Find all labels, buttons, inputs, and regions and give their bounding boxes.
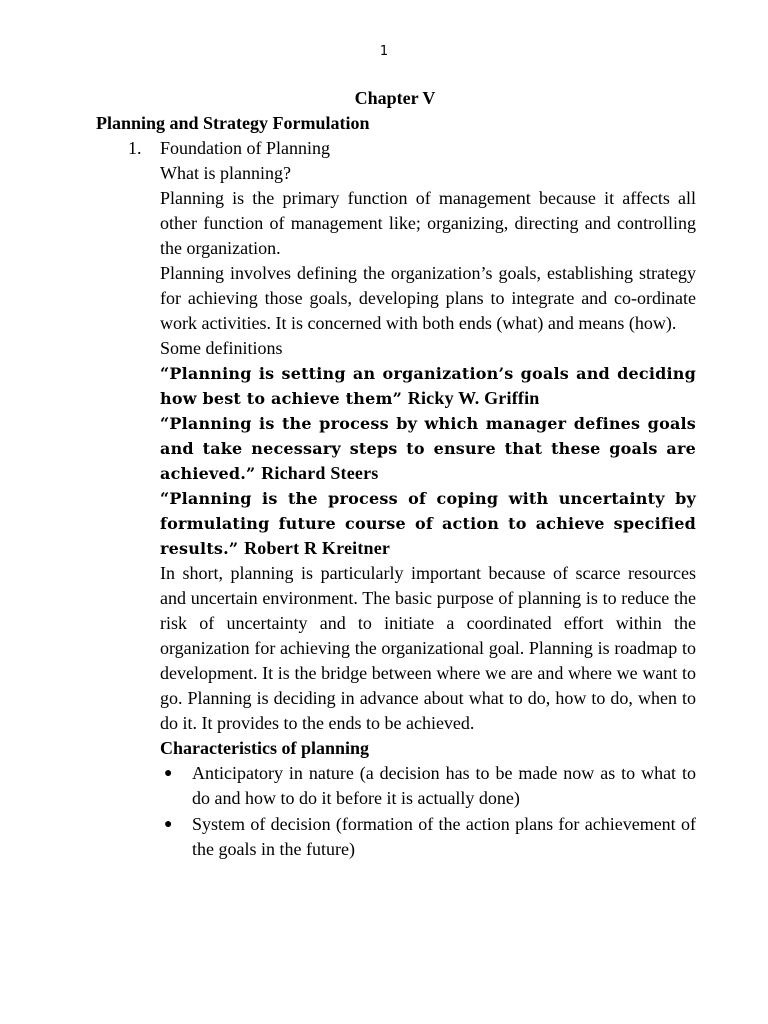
chapter-title: Chapter V (354, 88, 436, 108)
numbered-item-heading (128, 136, 330, 160)
question-heading: What is planning? (160, 163, 291, 183)
page-number: 1 (379, 44, 389, 59)
list-item-text: System of decision (formation of the action plans for achievement of the goals in the future) (192, 814, 696, 859)
definition-quote: “Planning is the process by which manager defines goals and take necessary steps to ensure that these goals are achieved.” (160, 414, 696, 483)
paragraph-planning-involves: Planning involves defining the organization’s goals, establishing strategy for achieving those goals, developing plans to integrate and co-ordinate work activities. It is concerned with both ends (what) and means (how). (160, 263, 696, 333)
definition-author: Ricky W. Griffin (407, 388, 540, 408)
definition-quote: “Planning is setting an organization’s goals and deciding how best to achieve them” (160, 364, 696, 408)
definition-kreitner (160, 486, 696, 561)
paragraph-in-short: In short, planning is particularly important because of scarce resources and uncertain environment. The basic purpose of planning is to reduce the risk of uncertainty and to initiate a coordinated effort within the organization for achieving the organizational goal. Planning is roadmap to development. It is the bridge between where we are and where we want to go. Planning is deciding in advance about what to do, how to do, when to do it. It provides to the ends to be achieved. (160, 563, 696, 733)
item-number: 1. (128, 138, 142, 158)
definition-author: Richard Steers (261, 463, 379, 483)
definition-quote: “Planning is the process of coping with uncertainty by formulating future course of action to achieve specified results.” (160, 489, 696, 558)
bullet-icon: ● (164, 766, 173, 781)
characteristics-list (160, 761, 696, 862)
some-definitions-label: Some definitions (160, 338, 283, 358)
bullet-icon: ● (164, 817, 173, 832)
section-title: Planning and Strategy Formulation (96, 113, 370, 133)
definition-steers (160, 411, 696, 486)
list-item-text: Anticipatory in nature (a decision has to be made now as to what to do and how to do it before it is actually done) (192, 763, 696, 808)
characteristics-heading: Characteristics of planning (160, 738, 369, 758)
definition-author: Robert R Kreitner (244, 538, 391, 558)
definition-griffin (160, 361, 696, 411)
paragraph-primary-function: Planning is the primary function of management because it affects all other function of management like; organizing, directing and controlling the organization. (160, 188, 696, 258)
item-title: Foundation of Planning (160, 138, 330, 158)
body-content (160, 161, 696, 863)
list-item (160, 761, 696, 811)
list-item (160, 812, 696, 862)
